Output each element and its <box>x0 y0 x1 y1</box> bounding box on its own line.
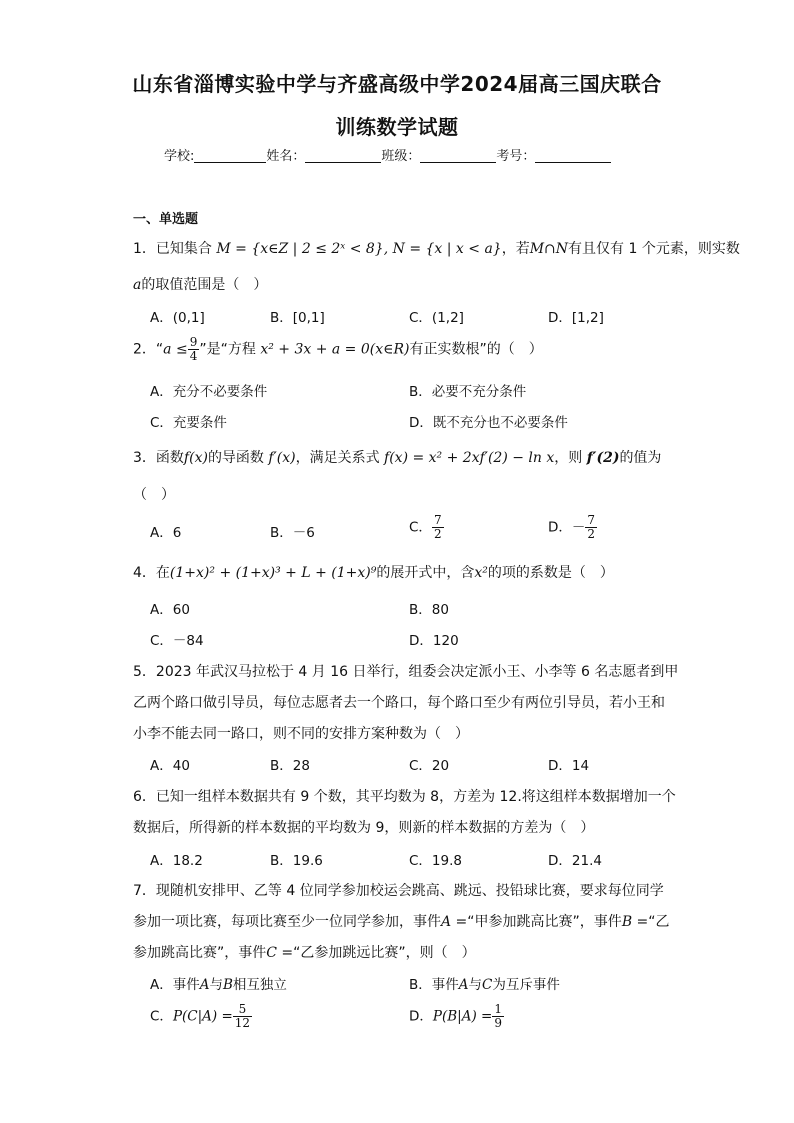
q7-d-prob: P(B|A) = <box>432 1008 493 1025</box>
q7-a-text3: 相互独立 <box>232 977 287 993</box>
q7-a-text2: 与 <box>209 977 223 993</box>
q7-d-fraction <box>492 1003 504 1030</box>
section-title: 一、单选题 <box>133 212 199 227</box>
q5-line2: 乙两个路口做引导员，每位志愿者去一个路口，每个路口至少有两位引导员，若小王和 <box>133 695 665 711</box>
q2-option-c[interactable]: C．充要条件 <box>150 415 227 431</box>
q7-line2 <box>133 911 670 931</box>
q1-intersection: M∩N <box>529 241 569 257</box>
exam-title-line2: 训练数学试题 <box>335 115 459 139</box>
q4-option-c[interactable]: C．－84 <box>150 633 204 649</box>
q3-option-d[interactable] <box>548 514 597 541</box>
q4-x-squared: x² <box>474 565 488 581</box>
q5-option-d[interactable]: D．14 <box>548 758 590 774</box>
q3-c-num: 7 <box>433 513 442 527</box>
q6-option-c[interactable]: C．19.8 <box>409 853 462 869</box>
q7-b-text1: B．事件 <box>409 977 459 993</box>
q2-text-b: ”是“方程 <box>199 341 256 358</box>
q3-text-b: 的导函数 <box>207 450 264 466</box>
q3-text-c: ，满足关系式 <box>295 450 380 466</box>
q7-b-var-a: A <box>458 977 469 993</box>
q4-text-a: 4．在 <box>133 565 170 581</box>
student-info-row <box>164 145 611 164</box>
q7-b-text2: 与 <box>468 977 483 993</box>
q6-option-a[interactable]: A．18.2 <box>150 853 203 869</box>
q2-text-a: 2．“ <box>133 341 164 358</box>
q7-text-d: “乙参加跳远比赛”，则（ ） <box>293 945 476 961</box>
q7-text-b-quote: “乙 <box>648 914 670 930</box>
q7-c-prob: P(C|A) = <box>172 1008 233 1025</box>
q5-option-c[interactable]: C．20 <box>409 758 450 774</box>
q1-text-c: 有且仅有 1 个元素，则实数 <box>568 241 740 257</box>
q7-event-c-eq: C = <box>266 945 294 961</box>
q3-relation: f(x) = x² + 2xf′(2) − ln x <box>384 450 555 466</box>
id-label: 考号： <box>496 149 536 164</box>
q1-text-d: 的取值范围是（ ） <box>141 277 268 293</box>
q1-option-c[interactable]: C．(1,2] <box>409 310 464 326</box>
q2-option-a[interactable]: A．充分不必要条件 <box>150 384 268 400</box>
q1-option-d[interactable]: D．[1,2] <box>548 310 604 326</box>
q6-line1: 6．已知一组样本数据共有 9 个数，其平均数为 8，方差为 12.将这组样本数据增加一个 <box>133 789 676 805</box>
exam-title-line1: 山东省淄博实验中学与齐盛高级中学2024届高三国庆联合 <box>132 72 662 96</box>
q7-d-label: D． <box>409 1008 433 1025</box>
school-blank[interactable] <box>194 149 266 163</box>
q2-text-c: 有正实数根”的（ ） <box>409 341 543 358</box>
q7-c-fraction <box>233 1003 252 1030</box>
q3-text-d: ，则 <box>554 450 583 466</box>
q7-d-num: 1 <box>494 1002 502 1016</box>
q7-option-d[interactable] <box>409 1003 504 1030</box>
q4-expression: (1+x)² + (1+x)³ + L + (1+x)⁹ <box>169 565 377 581</box>
class-blank[interactable] <box>420 149 496 163</box>
q3-d-den: 2 <box>587 527 596 541</box>
q5-option-b[interactable]: B．28 <box>270 758 310 774</box>
q3-option-c[interactable] <box>409 514 444 541</box>
q7-option-b[interactable] <box>409 973 560 993</box>
q3-option-d-label: D．－ <box>548 519 586 536</box>
name-label: 姓名： <box>266 149 306 164</box>
q3-text-a: 3．函数 <box>133 450 184 466</box>
q1-option-a[interactable]: A．(0,1] <box>150 310 205 326</box>
id-blank[interactable] <box>535 149 611 163</box>
q1-text-b: ，若 <box>501 241 530 257</box>
q7-line3 <box>133 942 476 962</box>
q7-option-a[interactable] <box>150 973 287 993</box>
q7-a-var-a: A <box>199 977 210 993</box>
q1-text-a: 1．已知集合 <box>133 241 212 257</box>
school-label: 学校: <box>164 149 195 164</box>
q4-option-a[interactable]: A．60 <box>150 602 190 618</box>
q7-option-c[interactable] <box>150 1003 252 1030</box>
q7-d-den: 9 <box>494 1016 502 1030</box>
q5-option-a[interactable]: A．40 <box>150 758 190 774</box>
q3-option-d-fraction <box>585 514 597 541</box>
q6-option-d[interactable]: D．21.4 <box>548 853 602 869</box>
q3-line1 <box>133 447 661 467</box>
q3-func: f(x) <box>183 450 208 466</box>
q4-line1 <box>133 562 614 582</box>
q3-line2: （ ） <box>133 487 175 503</box>
q2-frac-num: 9 <box>189 335 198 349</box>
q4-text-c: 的项的系数是（ ） <box>487 565 614 581</box>
q1-option-b[interactable]: B．[0,1] <box>270 310 325 326</box>
q4-option-b[interactable]: B．80 <box>409 602 449 618</box>
q7-c-den: 12 <box>234 1016 251 1030</box>
q2-fraction <box>188 336 200 363</box>
q7-c-label: C． <box>150 1008 173 1025</box>
q5-line3: 小李不能去同一路口，则不同的安排方案种数为（ ） <box>133 726 469 742</box>
q7-b-text3: 为互斥事件 <box>492 977 560 993</box>
class-label: 班级： <box>381 149 421 164</box>
q7-b-var-c: C <box>482 977 493 993</box>
q3-option-c-fraction <box>432 514 444 541</box>
name-blank[interactable] <box>305 149 381 163</box>
q2-line1 <box>133 336 543 363</box>
q5-line1: 5．2023 年武汉马拉松于 4 月 16 日举行，组委会决定派小王、小李等 6 名志愿者到甲 <box>133 664 679 680</box>
q7-text-b: “甲参加跳高比赛”，事件 <box>467 914 622 930</box>
q3-option-a[interactable]: A．6 <box>150 525 182 541</box>
q3-text-e: 的值为 <box>619 450 662 466</box>
q4-option-d[interactable]: D．120 <box>409 633 459 649</box>
q2-equation: x² + 3x + a = 0(x∈R) <box>260 341 410 358</box>
q3-option-b[interactable]: B．－6 <box>270 525 315 541</box>
q6-option-b[interactable]: B．19.6 <box>270 853 323 869</box>
q4-text-b: 的展开式中，含 <box>376 565 475 581</box>
q1-line1 <box>133 238 740 258</box>
q1-var-a: a <box>133 277 142 293</box>
q6-line2: 数据后，所得新的样本数据的平均数为 9，则新的样本数据的方差为（ ） <box>133 820 595 836</box>
q7-line1: 7．现随机安排甲、乙等 4 位同学参加校运会跳高、跳远、投铅球比赛，要求每位同学 <box>133 883 664 899</box>
q7-text-c: 参加跳高比赛”，事件 <box>133 945 267 961</box>
q7-text-a: 参加一项比赛，每项比赛至少一位同学参加，事件 <box>133 914 441 930</box>
q3-c-den: 2 <box>433 527 442 541</box>
q2-option-b[interactable]: B．必要不充分条件 <box>409 384 527 400</box>
q2-option-d[interactable]: D．既不充分也不必要条件 <box>409 415 568 431</box>
q3-deriv-at-2: f′(2) <box>586 450 620 466</box>
q7-c-num: 5 <box>233 1003 252 1017</box>
q7-event-b-eq: B = <box>621 914 649 930</box>
q7-a-var-b: B <box>223 977 233 993</box>
q7-event-a-eq: A = <box>441 914 468 930</box>
q1-sets: M = {x∈Z | 2 ≤ 2ˣ < 8}, N = {x | x < a} <box>216 241 502 257</box>
q3-option-c-label: C． <box>409 519 432 536</box>
q3-d-num: 7 <box>587 513 596 527</box>
q2-cond: a ≤ <box>163 341 188 358</box>
q2-frac-den: 4 <box>189 349 198 363</box>
q3-deriv: f′(x) <box>268 450 296 466</box>
q1-line2 <box>133 274 267 294</box>
q7-a-text1: A．事件 <box>150 977 200 993</box>
